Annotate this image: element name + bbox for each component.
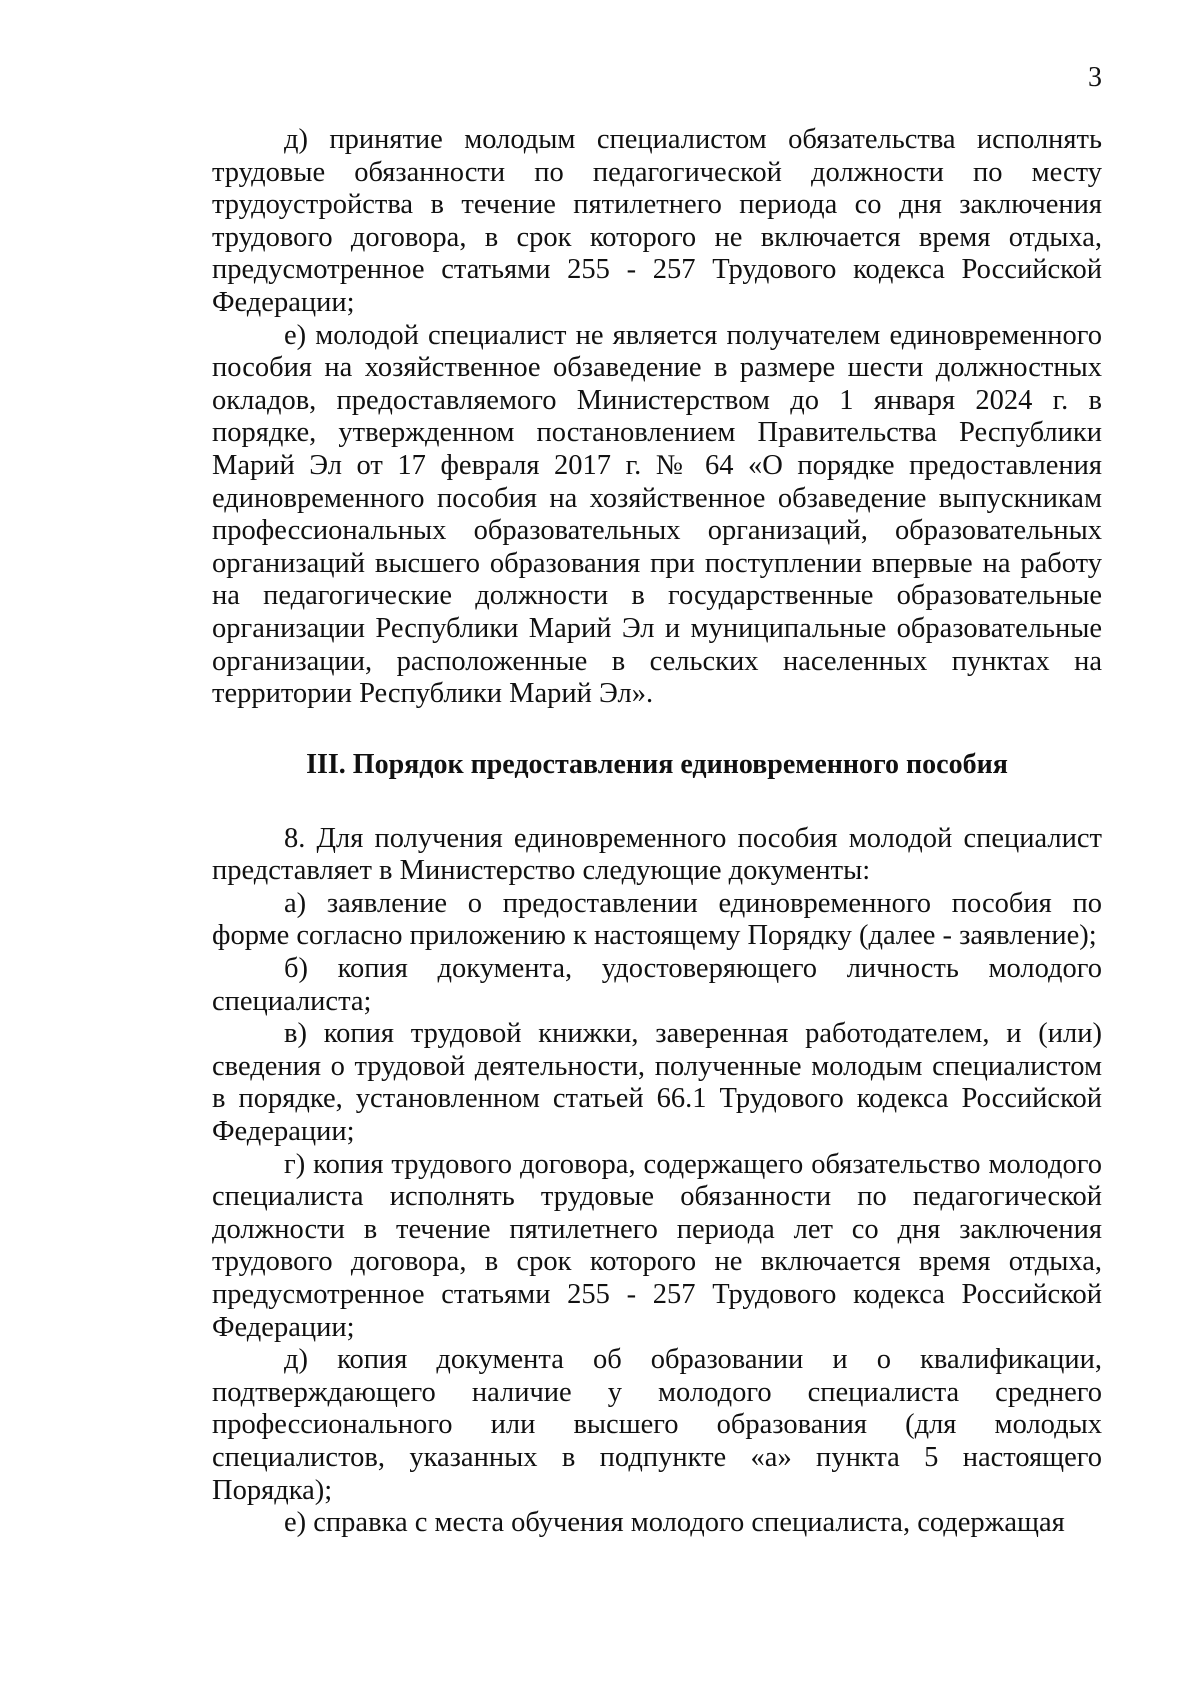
document-body [212,124,1102,1540]
section-heading: III. Порядок предоставления единовременного пособия [306,748,1008,780]
list-item-b-identity-copy: б) копия документа, удостоверяющего личность молодого специалиста; [212,953,1102,1017]
list-item-a-application: а) заявление о предоставлении единовременного пособия по форме согласно приложению к настоящему Порядку (далее - заявление); [212,887,1102,952]
list-item-d-diploma-copy: д) копия документа об образовании и о квалификации, подтверждающего наличие у молодого специалиста среднего профессионального или высшего образования (для молодых специалистов, указанных в подпункте «а» пункта 5 настоящего Порядка); [212,1344,1102,1506]
paragraph-e-not-recipient: е) молодой специалист не является получателем единовременного пособия на хозяйственное обзаведение в размере шести должностных окладов, предоставляемого Министерством до 1 января 2024 г. в порядке, утвержденном постановлением Правительства Республики Марий Эл от 17 февраля 2017 г. № 64 «О порядке предоставления единовременного пособия на хозяйственное обзаведение выпускникам профессиональных образовательных организаций, образовательных организаций высшего образования при поступлении впервые на работу на педагогические должности в государственные образовательные организации Республики Марий Эл и муниципальные образовательные организации, расположенные в сельских населенных пунктах на территории Республики Марий Эл». [212,319,1102,710]
list-item-v-workbook-copy: в) копия трудовой книжки, заверенная работодателем, и (или) сведения о трудовой деятельности, полученные молодым специалистом в порядке, установленном статьей 66.1 Трудового кодекса Российской Федерации; [212,1018,1102,1148]
list-item-e-study-certificate: е) справка с места обучения молодого специалиста, содержащая [284,1507,1065,1539]
list-item-g-contract-copy: г) копия трудового договора, содержащего обязательство молодого специалиста исполнять трудовые обязанности по педагогической должности в течение пятилетнего периода лет со дня заключения трудового договора, в срок которого не включается время отдыха, предусмотренное статьями 255 - 257 Трудового кодекса Российской Федерации; [212,1148,1102,1343]
paragraph-d-obligation: д) принятие молодым специалистом обязательства исполнять трудовые обязанности по педагогической должности по месту трудоустройства в течение пятилетнего периода со дня заключения трудового договора, в срок которого не включается время отдыха, предусмотренное статьями 255 - 257 Трудового кодекса Российской Федерации; [212,124,1102,318]
paragraph-8-documents: 8. Для получения единовременного пособия молодой специалист представляет в Министерство следующие документы: [212,822,1102,887]
page-number: 3 [1088,62,1102,93]
